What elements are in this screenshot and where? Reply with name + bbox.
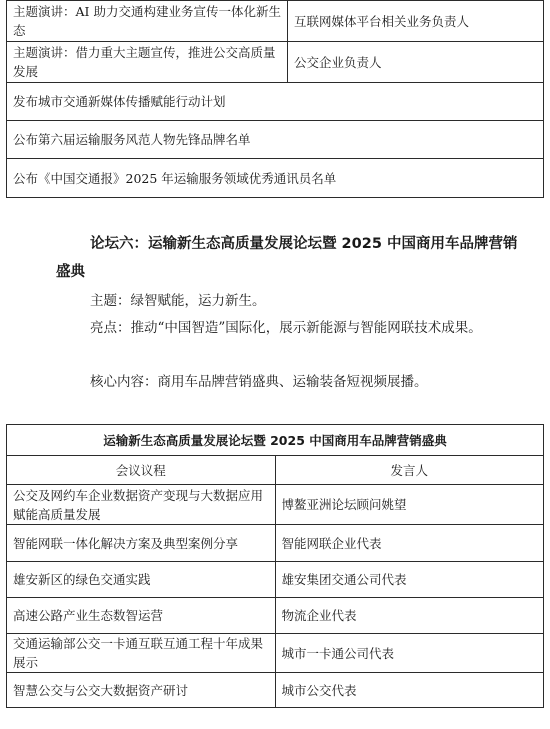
forum-agenda-table — [6, 424, 544, 708]
forum-highlight: 亮点：推动“中国智造”国际化，展示新能源与智能网联技术成果。 — [90, 320, 482, 336]
agenda-cell: 公布第六届运输服务风范人物先锋品牌名单 — [7, 121, 544, 159]
speaker-cell: 互联网媒体平台相关业务负责人 — [288, 1, 544, 42]
column-header-speaker: 发言人 — [275, 456, 544, 485]
forum-core: 核心内容：商用车品牌营销盛典、运输装备短视频展播。 — [90, 374, 428, 390]
speaker-cell: 城市一卡通公司代表 — [275, 634, 544, 673]
forum-theme: 主题：绿智赋能，运力新生。 — [90, 293, 266, 309]
table-row — [7, 121, 544, 159]
table-row — [7, 485, 544, 525]
column-header-agenda: 会议议程 — [7, 456, 276, 485]
table-row — [7, 525, 544, 562]
agenda-cell: 发布城市交通新媒体传播赋能行动计划 — [7, 83, 544, 121]
table-row — [7, 598, 544, 634]
table-row — [7, 673, 544, 708]
agenda-cell: 交通运输部公交一卡通互联互通工程十年成果展示 — [7, 634, 276, 673]
table-row — [7, 634, 544, 673]
agenda-cell: 雄安新区的绿色交通实践 — [7, 562, 276, 598]
speaker-cell: 智能网联企业代表 — [275, 525, 544, 562]
speaker-cell: 物流企业代表 — [275, 598, 544, 634]
table-row — [7, 1, 544, 42]
agenda-cell: 主题演讲：AI 助力交通构建业务宣传一体化新生态 — [7, 1, 288, 42]
table-row — [7, 159, 544, 198]
agenda-cell: 主题演讲：借力重大主题宣传，推进公交高质量发展 — [7, 42, 288, 83]
speaker-cell: 公交企业负责人 — [288, 42, 544, 83]
speaker-cell: 博鳌亚洲论坛顾问姚望 — [275, 485, 544, 525]
table-header-row — [7, 456, 544, 485]
agenda-table-continued — [6, 0, 544, 198]
table-row — [7, 42, 544, 83]
agenda-cell: 公交及网约车企业数据资产变现与大数据应用赋能高质量发展 — [7, 485, 276, 525]
table-title-row — [7, 425, 544, 456]
agenda-cell: 高速公路产业生态数智运营 — [7, 598, 276, 634]
table-row — [7, 562, 544, 598]
agenda-cell: 公布《中国交通报》2025 年运输服务领域优秀通讯员名单 — [7, 159, 544, 198]
table-row — [7, 83, 544, 121]
speaker-cell: 雄安集团交通公司代表 — [275, 562, 544, 598]
agenda-cell: 智慧公交与公交大数据资产研讨 — [7, 673, 276, 708]
forum-heading: 论坛六：运输新生态高质量发展论坛暨 2025 中国商用车品牌营销盛典 — [56, 236, 518, 280]
speaker-cell: 城市公交代表 — [275, 673, 544, 708]
agenda-cell: 智能网联一体化解决方案及典型案例分享 — [7, 525, 276, 562]
table-title: 运输新生态高质量发展论坛暨 2025 中国商用车品牌营销盛典 — [7, 425, 544, 456]
